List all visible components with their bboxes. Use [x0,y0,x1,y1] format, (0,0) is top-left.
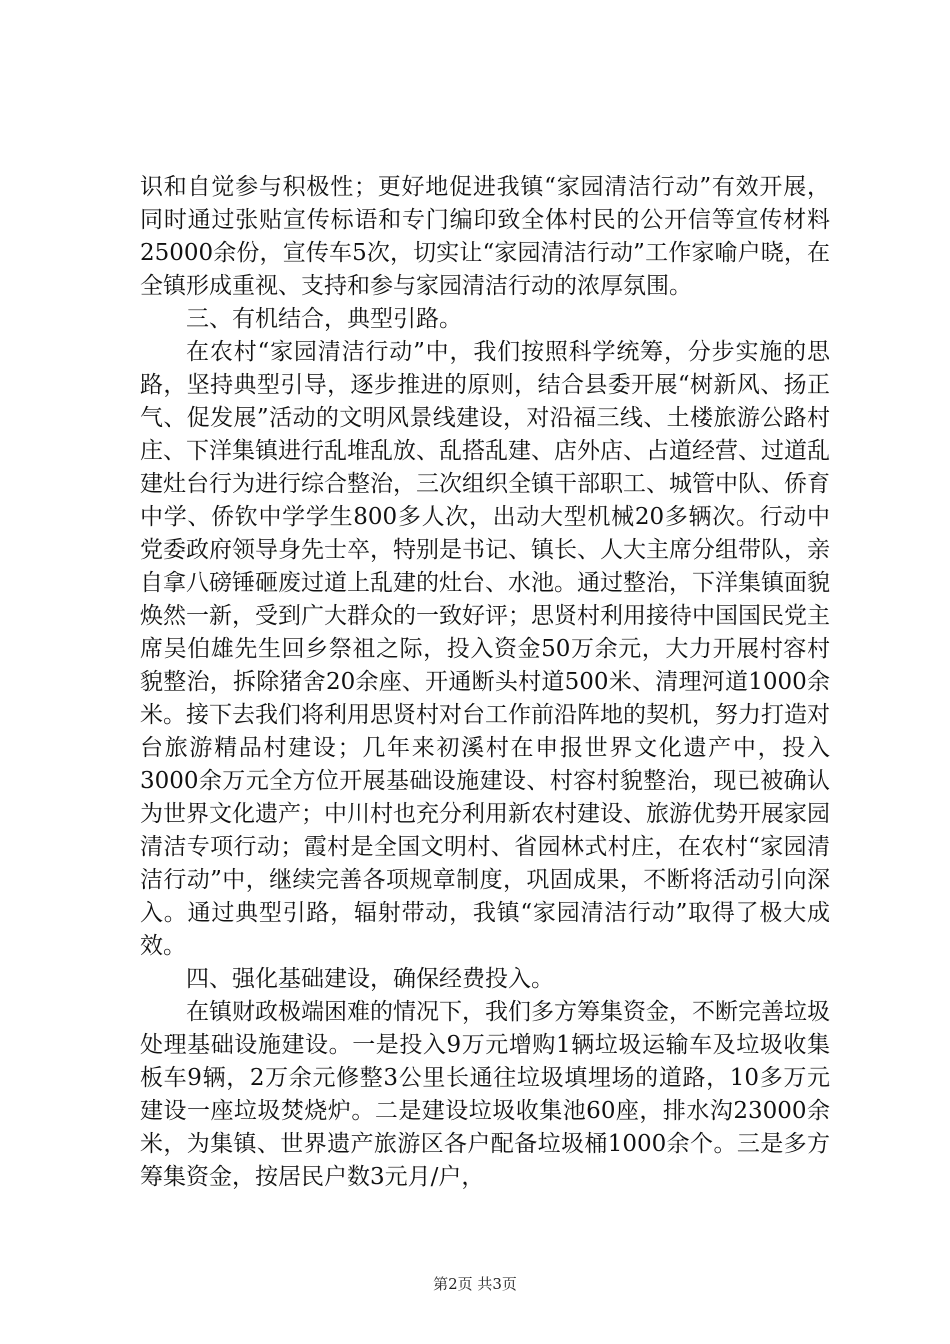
page-number-footer: 第2页 共3页 [433,1275,517,1293]
paragraph-section-3: 在农村“家园清洁行动”中，我们按照科学统筹，分步实施的思路，坚持典型引导，逐步推进的原则，结合县委开展“树新风、扬正气、促发展”活动的文明风景线建设，对沿福三线、土楼旅游公路村庄、下洋集镇进行乱堆乱放、乱搭乱建、店外店、占道经营、过道乱建灶台行为进行综合整治，三次组织全镇干部职工、城管中队、侨育中学、侨钦中学学生800多人次，出动大型机械20多辆次。行动中党委政府领导身先士卒，特别是书记、镇长、人大主席分组带队，亲自拿八磅锤砸废过道上乱建的灶台、水池。通过整治，下洋集镇面貌焕然一新，受到广大群众的一致好评；思贤村利用接待中国国民党主席吴伯雄先生回乡祭祖之际，投入资金50万余元，大力开展村容村貌整治，拆除猪舍20余座、开通断头村道500米、清理河道1000余米。接下去我们将利用思贤村对台工作前沿阵地的契机，努力打造对台旅游精品村建设；几年来初溪村在申报世界文化遗产中，投入3000余万元全方位开展基础设施建设、村容村貌整治，现已被确认为世界文化遗产；中川村也充分利用新农村建设、旅游优势开展家园清洁专项行动；霞村是全国文明村、省园林式村庄，在农村“家园清洁行动”中，继续完善各项规章制度，巩固成果，不断将活动引向深入。通过典型引路，辐射带动，我镇“家园清洁行动”取得了极大成效。 [140,339,830,959]
document-body [140,171,830,1194]
paragraph-continuation: 识和自觉参与积极性；更好地促进我镇“家园清洁行动”有效开展，同时通过张贴宣传标语和专门编印致全体村民的公开信等宣传材料25000余份，宣传车5次，切实让“家园清洁行动”工作家喻户晓，在全镇形成重视、支持和参与家园清洁行动的浓厚氛围。 [140,174,830,299]
paragraph-section-4: 在镇财政极端困难的情况下，我们多方筹集资金，不断完善垃圾处理基础设施建设。一是投入9万元增购1辆垃圾运输车及垃圾收集板车9辆，2万余元修整3公里长通往垃圾填埋场的道路，10多万元建设一座垃圾焚烧炉。二是建设垃圾收集池60座，排水沟23000余米，为集镇、世界遗产旅游区各户配备垃圾桶1000余个。三是多方筹集资金，按居民户数3元月/户， [140,999,830,1190]
section-heading-3: 三、有机结合，典型引路。 [186,306,462,332]
section-heading-4: 四、强化基础建设，确保经费投入。 [186,966,554,992]
